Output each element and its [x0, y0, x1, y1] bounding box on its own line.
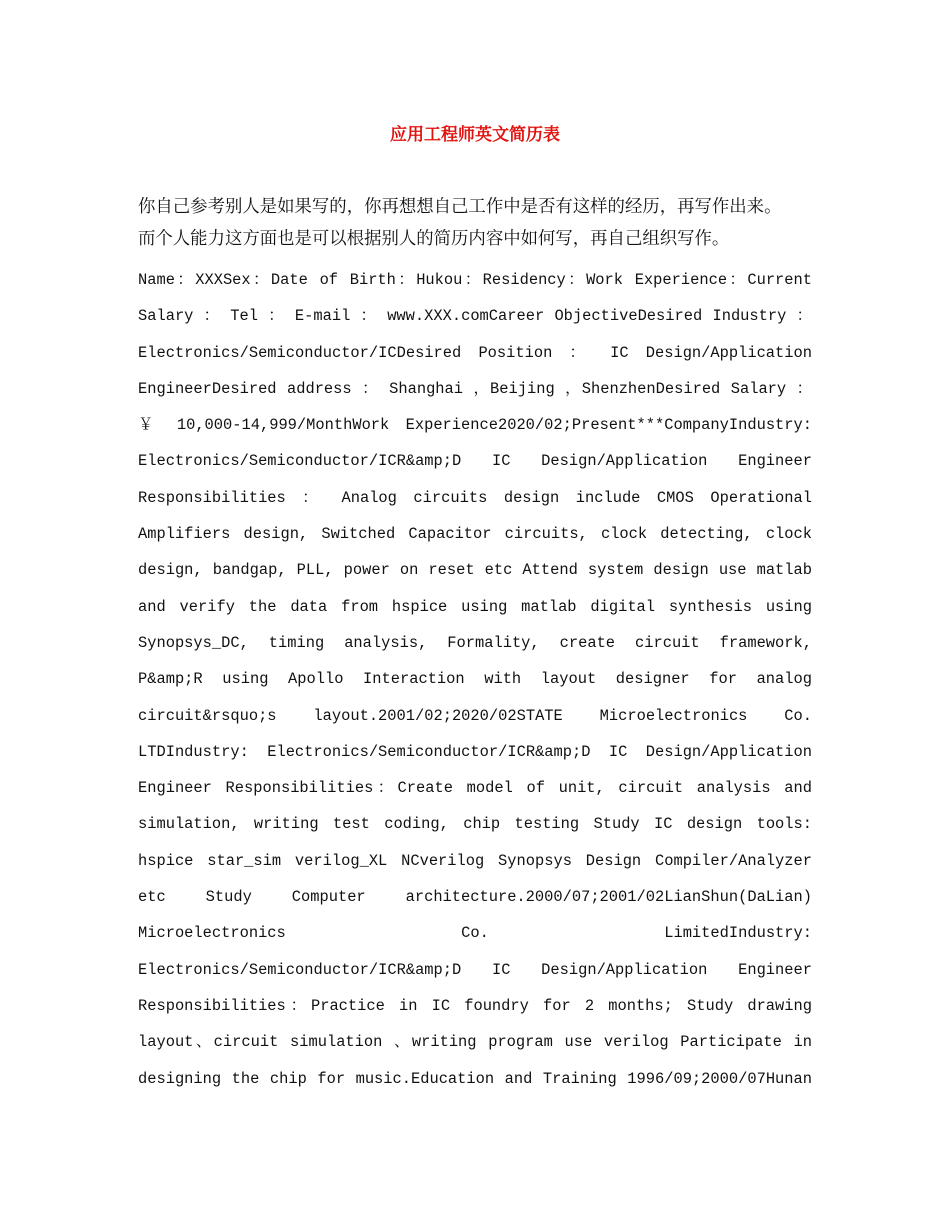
body-line: Electronics/Semiconductor/ICDesired Position ： IC Design/Application [138, 343, 812, 362]
body-line: hspice star_sim verilog_XL NCverilog Synopsys Design Compiler/Analyzer [138, 851, 812, 870]
resume-body [138, 262, 812, 1097]
body-line: Name：XXXSex：Date of Birth：Hukou：Residency：Work Experience：Current [138, 271, 812, 289]
intro-line: 你自己参考别人是如果写的，你再想想自己工作中是否有这样的经历，再写作出来。 [138, 197, 782, 217]
body-line: and verify the data from hspice using matlab digital synthesis using [138, 597, 812, 616]
body-line: circuit&rsquo;s layout.2001/02;2020/02STATE Microelectronics Co. [138, 706, 812, 725]
body-line: design, bandgap, PLL, power on reset etc Attend system design use matlab [138, 561, 812, 580]
body-line: layout、circuit simulation 、writing program use verilog Participate in [138, 1033, 812, 1052]
body-line: Microelectronics Co. LimitedIndustry: [138, 924, 812, 943]
body-line: Amplifiers design, Switched Capacitor circuits, clock detecting, clock [138, 525, 812, 544]
document-title: 应用工程师英文简历表 [390, 125, 560, 145]
body-line: Electronics/Semiconductor/ICR&amp;D IC Design/Application Engineer [138, 452, 812, 471]
body-line: etc Study Computer architecture.2000/07;2001/02LianShun(DaLian) [138, 888, 812, 907]
intro-paragraph [138, 191, 812, 255]
body-line: Electronics/Semiconductor/ICR&amp;D IC Design/Application Engineer [138, 960, 812, 979]
body-line: LTDIndustry: Electronics/Semiconductor/ICR&amp;D IC Design/Application [138, 742, 812, 761]
body-line: P&amp;R using Apollo Interaction with layout designer for analog [138, 670, 812, 689]
body-line: simulation, writing test coding, chip testing Study IC design tools: [138, 815, 812, 834]
body-line: Synopsys_DC, timing analysis, Formality, create circuit framework, [138, 633, 812, 652]
body-line: Responsibilities ： Analog circuits design include CMOS Operational [138, 488, 812, 507]
body-line: Salary ： Tel ： E-mail ： www.XXX.comCareer ObjectiveDesired Industry ： [138, 307, 812, 326]
body-line: Engineer Responsibilities：Create model of unit, circuit analysis and [138, 779, 812, 798]
body-line: designing the chip for music.Education and Training 1996/09;2000/07Hunan [138, 1069, 812, 1088]
body-line: ￥ 10,000-14,999/MonthWork Experience2020/02;Present***CompanyIndustry: [138, 416, 812, 435]
body-line: EngineerDesired address ： Shanghai ，Beijing ，ShenzhenDesired Salary ： [138, 379, 812, 398]
intro-line: 而个人能力这方面也是可以根据别人的简历内容中如何写，再自己组织写作。 [138, 229, 730, 249]
body-line: Responsibilities：Practice in IC foundry for 2 months; Study drawing [138, 996, 812, 1015]
